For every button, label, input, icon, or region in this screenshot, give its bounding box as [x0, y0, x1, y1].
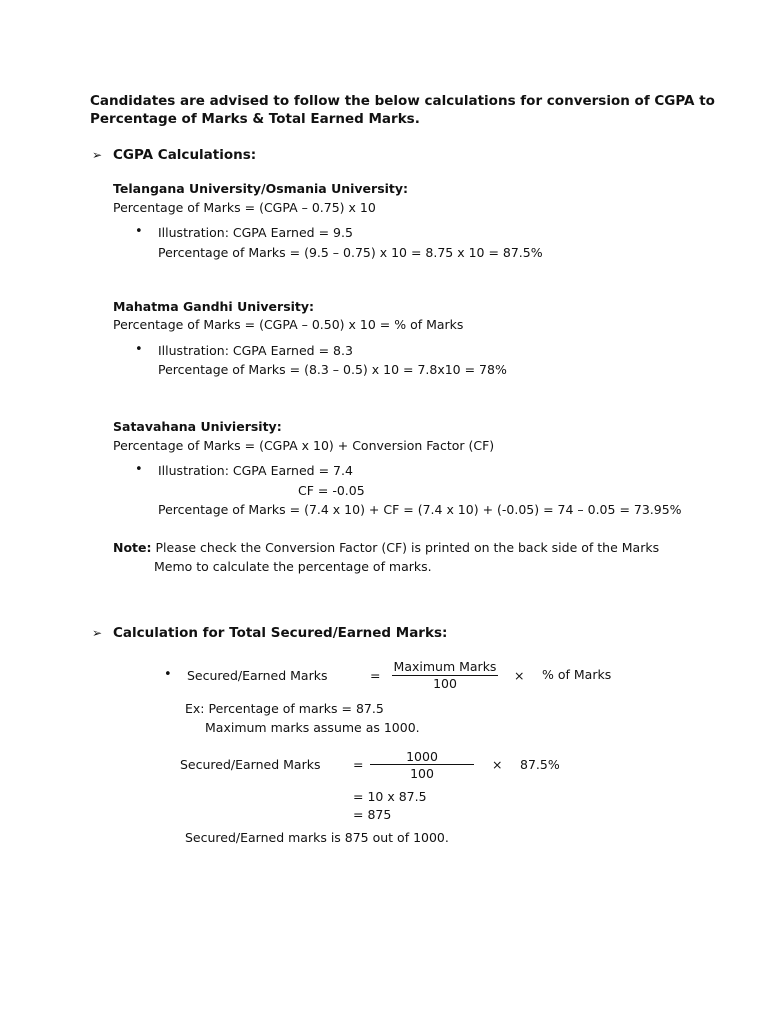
su-calculation: Percentage of Marks = (7.4 x 10) + CF = (7.4 x 10) + (-0.05) = 74 – 0.05 = 73.95% — [158, 502, 682, 517]
mgu-illustration: Illustration: CGPA Earned = 8.3 — [158, 343, 353, 358]
tu-heading: Telangana University/Osmania University: — [113, 181, 409, 196]
su-formula: Percentage of Marks = (CGPA x 10) + Conversion Factor (CF) — [113, 438, 495, 453]
intro-line-2: Percentage of Marks & Total Earned Marks. — [90, 111, 420, 127]
formula-lhs: Secured/Earned Marks — [187, 668, 328, 683]
example-equals: = — [353, 757, 364, 772]
example-denominator: 100 — [410, 766, 434, 781]
arrow-bullet-icon: ➢ — [92, 148, 103, 162]
bullet-icon: • — [135, 224, 143, 239]
bullet-icon: • — [135, 342, 143, 357]
tu-formula: Percentage of Marks = (CGPA – 0.75) x 10 — [113, 200, 376, 215]
note-text: Please check the Conversion Factor (CF) is printed on the back side of the Marks — [151, 540, 660, 555]
bullet-icon: • — [135, 462, 143, 477]
note-line-2: Memo to calculate the percentage of marks. — [154, 559, 432, 574]
mgu-formula: Percentage of Marks = (CGPA – 0.50) x 10 = % of Marks — [113, 317, 464, 332]
tu-calculation: Percentage of Marks = (9.5 – 0.75) x 10 = 8.75 x 10 = 87.5% — [158, 245, 543, 260]
note-line-1 — [113, 540, 659, 556]
su-illustration: Illustration: CGPA Earned = 7.4 — [158, 463, 353, 478]
intro-line-1: Candidates are advised to follow the below calculations for conversion of CGPA to — [90, 93, 715, 109]
example-step-2: = 875 — [353, 807, 392, 822]
example-line-2: Maximum marks assume as 1000. — [205, 720, 420, 735]
arrow-bullet-icon: ➢ — [92, 626, 103, 640]
section-heading-total-marks: Calculation for Total Secured/Earned Marks: — [113, 625, 448, 641]
bullet-icon: • — [164, 667, 172, 682]
formula-numerator: Maximum Marks — [393, 659, 497, 674]
formula-equals: = — [370, 668, 381, 683]
note-label: Note: — [113, 540, 152, 555]
times-icon: × — [514, 668, 525, 683]
example-numerator: 1000 — [406, 749, 438, 764]
example-step-1: = 10 x 87.5 — [353, 789, 427, 804]
mgu-heading: Mahatma Gandhi University: — [113, 299, 315, 314]
example-result: Secured/Earned marks is 875 out of 1000. — [185, 830, 449, 845]
formula-denominator: 100 — [433, 676, 457, 691]
example-lhs: Secured/Earned Marks — [180, 757, 321, 772]
formula-rhs: % of Marks — [542, 667, 612, 682]
example-line-1: Ex: Percentage of marks = 87.5 — [185, 701, 384, 716]
times-icon: × — [492, 757, 503, 772]
tu-illustration: Illustration: CGPA Earned = 9.5 — [158, 225, 353, 240]
su-heading: Satavahana Univiersity: — [113, 419, 282, 434]
su-conversion-factor: CF = -0.05 — [298, 483, 365, 498]
mgu-calculation: Percentage of Marks = (8.3 – 0.5) x 10 = 7.8x10 = 78% — [158, 362, 507, 377]
example-rhs: 87.5% — [520, 757, 560, 772]
fraction-bar — [370, 764, 474, 765]
section-heading-cgpa: CGPA Calculations: — [113, 147, 257, 163]
